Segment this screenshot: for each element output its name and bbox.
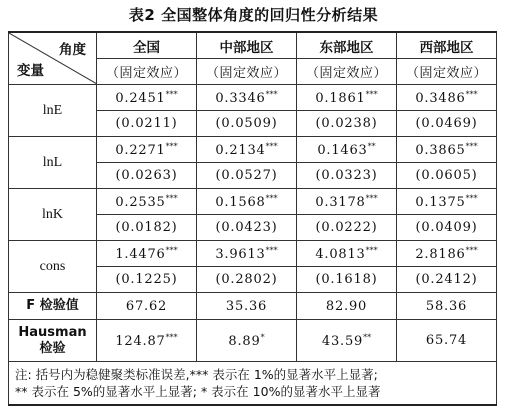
regression-table — [8, 31, 497, 406]
se-cell: (0.0182) — [97, 215, 197, 241]
coef-cell: 0.1463** — [297, 137, 397, 163]
variable-name: cons — [9, 241, 97, 293]
se-cell: (0.0509) — [197, 111, 297, 137]
table-title: 表2 全国整体角度的回归性分析结果 — [128, 6, 379, 24]
hausman-cell: 65.74 — [397, 320, 497, 362]
f-test-cell: 82.90 — [297, 293, 397, 320]
column-header: 中部地区 — [197, 32, 297, 59]
coef-cell: 0.2271*** — [97, 137, 197, 163]
se-cell: (0.0605) — [397, 163, 497, 189]
note-line: 注: 括号内为稳健聚类标准误差,*** 表示在 1%的显著水平上显著; — [15, 367, 378, 382]
coef-row — [9, 189, 497, 215]
column-header: 全国 — [97, 32, 197, 59]
se-cell: (0.0222) — [297, 215, 397, 241]
coef-cell: 1.4476*** — [97, 241, 197, 267]
se-cell: (0.0409) — [397, 215, 497, 241]
se-cell: (0.0211) — [97, 111, 197, 137]
hausman-label-line2: 检验 — [39, 340, 66, 356]
se-cell: (0.0527) — [197, 163, 297, 189]
se-cell: (0.1618) — [297, 267, 397, 293]
table-note — [9, 362, 497, 406]
coef-cell: 0.1568*** — [197, 189, 297, 215]
coef-cell: 0.3486*** — [397, 85, 497, 111]
column-header: 西部地区 — [397, 32, 497, 59]
variable-name: lnE — [9, 85, 97, 137]
header-row — [9, 32, 497, 59]
se-cell: (0.0469) — [397, 111, 497, 137]
coef-cell: 0.2451*** — [97, 85, 197, 111]
se-cell: (0.0238) — [297, 111, 397, 137]
hausman-label-line1: Hausman — [18, 324, 87, 340]
f-test-row — [9, 293, 497, 320]
coef-cell: 4.0813*** — [297, 241, 397, 267]
column-header: 东部地区 — [297, 32, 397, 59]
effect-label: （固定效应） — [197, 59, 297, 85]
se-cell: (0.1225) — [97, 267, 197, 293]
effect-label: （固定效应） — [397, 59, 497, 85]
hausman-cell: 43.59** — [297, 320, 397, 362]
coef-row — [9, 137, 497, 163]
coef-cell: 3.9613*** — [197, 241, 297, 267]
corner-top-label: 角度 — [59, 42, 86, 58]
variable-name: lnL — [9, 137, 97, 189]
coef-cell: 2.8186*** — [397, 241, 497, 267]
hausman-label — [9, 320, 97, 362]
se-cell: (0.0323) — [297, 163, 397, 189]
f-test-cell: 58.36 — [397, 293, 497, 320]
variable-name: lnK — [9, 189, 97, 241]
se-cell: (0.2802) — [197, 267, 297, 293]
effect-label: （固定效应） — [97, 59, 197, 85]
corner-cell — [9, 32, 97, 85]
se-cell: (0.0263) — [97, 163, 197, 189]
se-cell: (0.0423) — [197, 215, 297, 241]
coef-cell: 0.3178*** — [297, 189, 397, 215]
coef-row — [9, 85, 497, 111]
coef-row — [9, 241, 497, 267]
effect-label: （固定效应） — [297, 59, 397, 85]
coef-cell: 0.2535*** — [97, 189, 197, 215]
hausman-row — [9, 320, 497, 362]
coef-cell: 0.1861*** — [297, 85, 397, 111]
f-test-cell: 67.62 — [97, 293, 197, 320]
corner-bottom-label: 变量 — [17, 63, 44, 79]
note-line: ** 表示在 5%的显著水平上显著; * 表示在 10%的显著水平上显著 — [15, 384, 381, 399]
f-test-label: F 检验值 — [9, 293, 97, 320]
hausman-cell: 8.89* — [197, 320, 297, 362]
coef-cell: 0.3346*** — [197, 85, 297, 111]
f-test-cell: 35.36 — [197, 293, 297, 320]
coef-cell: 0.3865*** — [397, 137, 497, 163]
se-cell: (0.2412) — [397, 267, 497, 293]
note-row — [9, 362, 497, 406]
coef-cell: 0.1375*** — [397, 189, 497, 215]
coef-cell: 0.2134*** — [197, 137, 297, 163]
hausman-cell: 124.87*** — [97, 320, 197, 362]
